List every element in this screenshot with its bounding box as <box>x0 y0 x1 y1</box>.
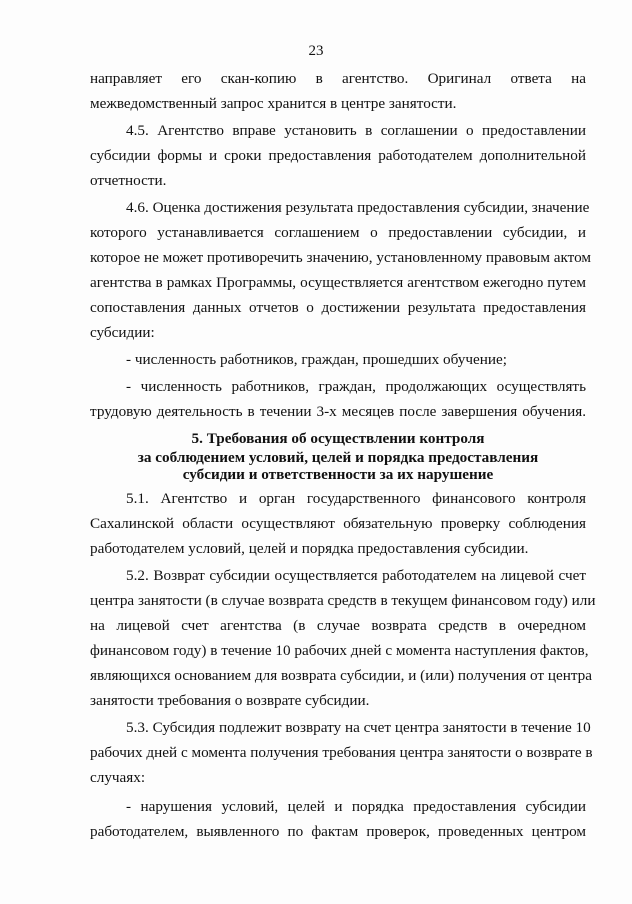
text-line: 5.2. Возврат субсидии осуществляется работодателем на лицевой счет <box>126 567 586 584</box>
text-line: отчетности. <box>90 172 167 189</box>
section-heading: субсидии и ответственности за их нарушение <box>182 466 494 483</box>
text-line: агентства в рамках Программы, осуществляется агентством ежегодно путем <box>90 274 586 291</box>
text-line: направляет его скан-копию в агентство. Оригинал ответа на <box>90 70 586 87</box>
section-heading: за соблюдением условий, целей и порядка предоставления <box>137 449 539 466</box>
text-line: на лицевой счет агентства (в случае возврата средств в очередном <box>90 617 586 634</box>
text-line: межведомственный запрос хранится в центре занятости. <box>90 95 457 112</box>
text-line: финансовом году) в течение 10 рабочих дней с момента наступления фактов, <box>90 642 589 659</box>
text-line: субсидии: <box>90 324 155 341</box>
text-line: работодателем условий, целей и порядка предоставления субсидии. <box>90 540 529 557</box>
text-line: 4.5. Агентство вправе установить в соглашении о предоставлении <box>126 122 586 139</box>
text-line: занятости требования о возврате субсидии. <box>90 692 370 709</box>
text-line: сопоставления данных отчетов о достижении результата предоставления <box>90 299 586 316</box>
text-line: являющихся основанием для возврата субсидии, и (или) получения от центра <box>90 667 593 684</box>
text-line: которого устанавливается соглашением о предоставлении субсидии, и <box>90 224 586 241</box>
text-line: работодателем, выявленного по фактам проверок, проведенных центром <box>90 823 586 840</box>
text-line: субсидии формы и сроки предоставления работодателем дополнительной <box>90 147 586 164</box>
text-line: рабочих дней с момента получения требования центра занятости о возврате в <box>90 744 593 761</box>
page-number: 23 <box>308 43 324 59</box>
section-heading: 5. Требования об осуществлении контроля <box>191 430 485 447</box>
text-line: центра занятости (в случае возврата средств в текущем финансовом году) или <box>90 592 596 609</box>
text-line: которое не может противоречить значению, установленному правовым актом <box>90 249 592 266</box>
text-line: трудовую деятельность в течении 3-х месяцев после завершения обучения. <box>90 403 586 420</box>
text-line: 4.6. Оценка достижения результата предоставления субсидии, значение <box>126 199 590 216</box>
text-line: 5.3. Субсидия подлежит возврату на счет центра занятости в течение 10 <box>126 719 591 736</box>
text-line: случаях: <box>90 769 146 786</box>
text-line: Сахалинской области осуществляют обязательную проверку соблюдения <box>90 515 586 532</box>
list-item: - нарушения условий, целей и порядка предоставления субсидии <box>126 798 586 815</box>
list-item: - численность работников, граждан, продолжающих осуществлять <box>126 378 586 395</box>
text-line: 5.1. Агентство и орган государственного финансового контроля <box>126 490 586 507</box>
list-item: - численность работников, граждан, прошедших обучение; <box>126 351 507 368</box>
